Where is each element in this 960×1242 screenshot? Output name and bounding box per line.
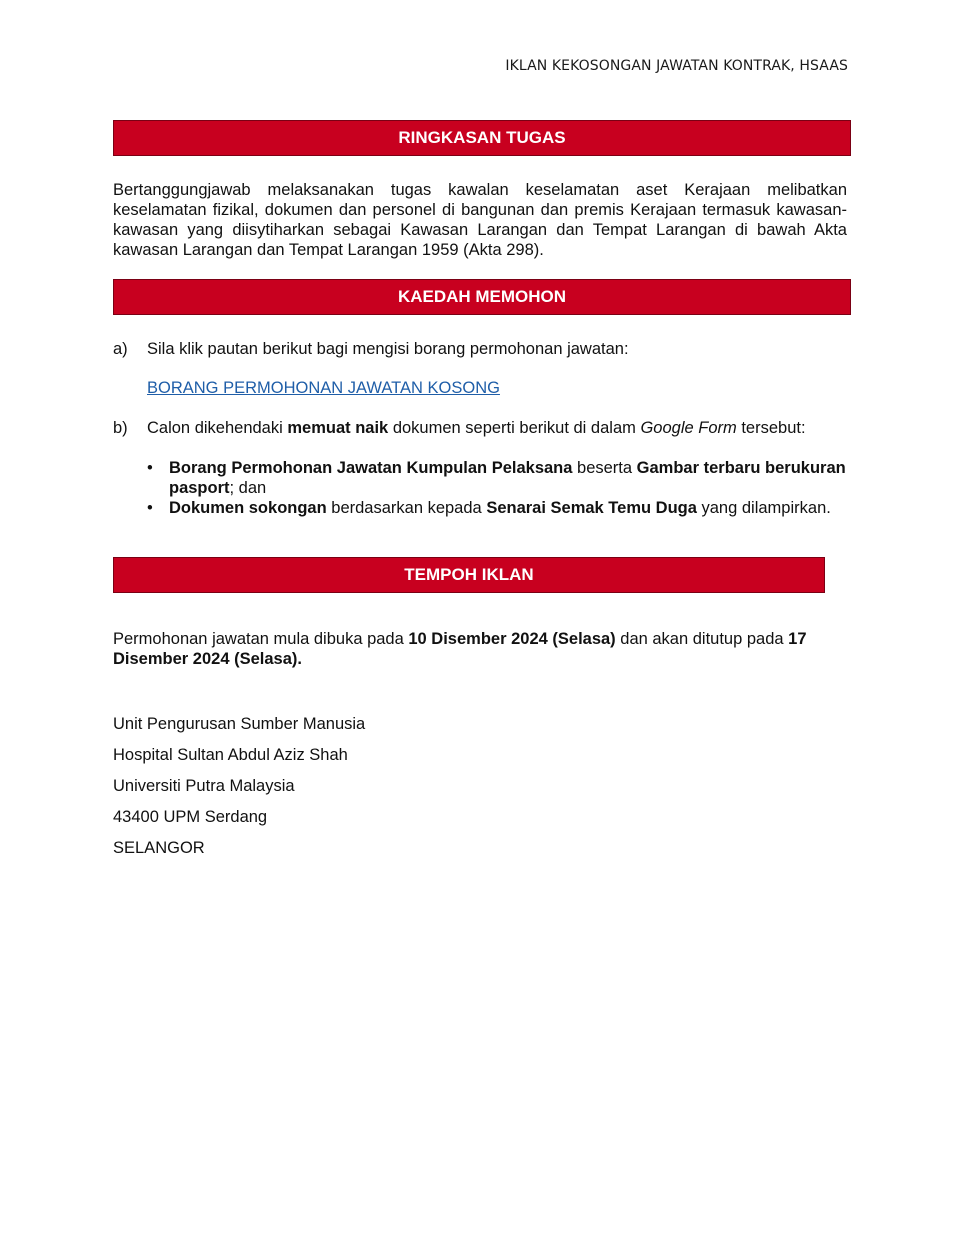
section-title: RINGKASAN TUGAS <box>398 128 566 147</box>
section-title: TEMPOH IKLAN <box>404 565 534 584</box>
tempoh-iklan-body <box>113 629 853 669</box>
address-line: Hospital Sultan Abdul Aziz Shah <box>113 746 348 764</box>
bold-segment: Senarai Semak Temu Duga <box>486 499 697 517</box>
text-segment: tersebut: <box>736 419 806 437</box>
address-line: SELANGOR <box>113 839 205 857</box>
address-line: 43400 UPM Serdang <box>113 808 268 826</box>
bold-segment: memuat naik <box>287 419 389 437</box>
section-title: KAEDAH MEMOHON <box>397 287 567 306</box>
section-header-kaedah-memohon <box>113 279 851 315</box>
bullet-item <box>147 458 887 498</box>
bold-segment: Dokumen sokongan <box>169 499 327 517</box>
address-block <box>113 714 365 869</box>
section-header-tempoh-iklan <box>113 557 825 593</box>
list-item-text: Sila klik pautan berikut bagi mengisi borang permohonan jawatan: <box>147 340 629 358</box>
list-item-a <box>113 340 629 359</box>
list-marker: b) <box>113 419 128 437</box>
bullet-icon: • <box>147 459 153 477</box>
bold-segment: Borang Permohonan Jawatan Kumpulan Pelaksana <box>169 459 573 477</box>
section-header-ringkasan-tugas <box>113 120 851 156</box>
ringkasan-tugas-body: Bertanggungjawab melaksanakan tugas kawalan keselamatan aset Kerajaan melibatkan keselamatan fizikal, dokumen dan personel di bangunan dan premis Kerajaan termasuk kawasan-kawasan yang diisytiharkan sebagai Kawasan Larangan dan Tempat Larangan di bawah Akta kawasan Larangan dan Tempat Larangan 1959 (Akta 298). <box>113 181 847 259</box>
text-segment: yang dilampirkan. <box>696 499 831 517</box>
application-form-link[interactable]: BORANG PERMOHONAN JAWATAN KOSONG <box>147 379 500 397</box>
text-segment: berdasarkan kepada <box>326 499 487 517</box>
address-line: Universiti Putra Malaysia <box>113 777 295 795</box>
text-segment: Permohonan jawatan mula dibuka pada <box>113 630 409 648</box>
required-documents-list <box>147 458 887 518</box>
address-line: Unit Pengurusan Sumber Manusia <box>113 715 366 733</box>
text-segment: beserta <box>572 459 637 477</box>
list-marker: a) <box>113 340 128 358</box>
text-segment: dokumen seperti berikut di dalam <box>388 419 641 437</box>
bullet-icon: • <box>147 499 153 517</box>
close-date: 17 Disember 2024 (Selasa). <box>113 630 807 668</box>
text-segment: Calon dikehendaki <box>147 419 288 437</box>
document-header-title: IKLAN KEKOSONGAN JAWATAN KONTRAK, HSAAS <box>505 58 848 74</box>
italic-segment: Google Form <box>640 419 737 437</box>
text-segment: dan akan ditutup pada <box>615 630 789 648</box>
text-segment: ; dan <box>229 479 267 497</box>
list-item-b <box>113 419 806 438</box>
open-date: 10 Disember 2024 (Selasa) <box>408 630 616 648</box>
bullet-item <box>147 498 887 518</box>
bold-segment: Gambar terbaru berukuran pasport <box>169 459 846 497</box>
